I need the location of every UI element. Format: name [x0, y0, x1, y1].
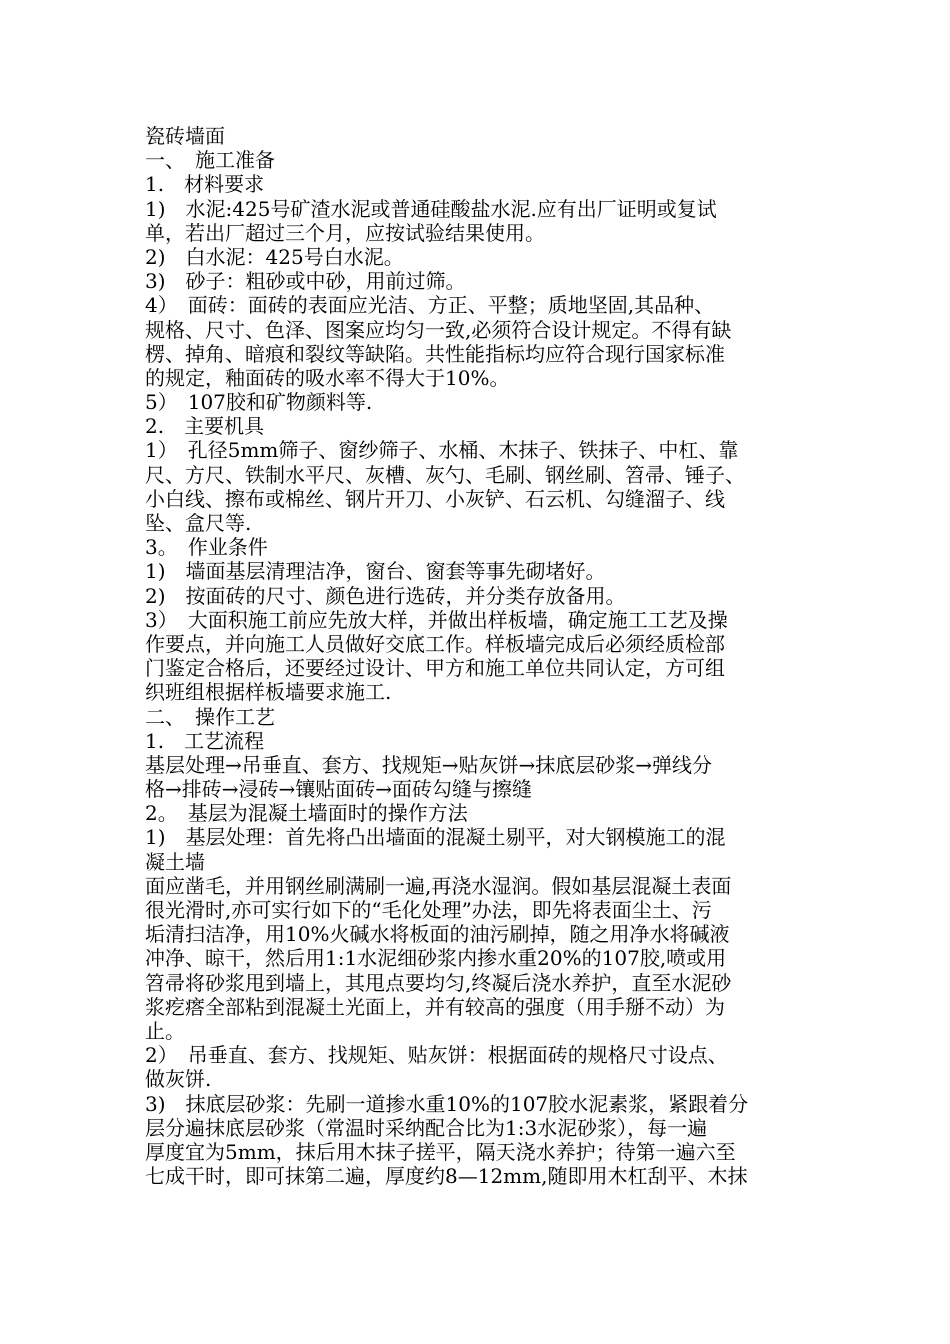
text-line: 1) 墙面基层清理洁净，窗台、窗套等事先砌堵好。 — [145, 559, 606, 584]
text-line: 浆疙瘩全部粘到混凝土光面上，并有较高的强度（用手掰不动）为 — [145, 994, 725, 1019]
text-line: 面应凿毛，并用钢丝刷满刷一遍,再浇水湿润。假如基层混凝土表面 — [145, 873, 732, 898]
text-line: 3） 大面积施工前应先放大样，并做出样板墙，确定施工工艺及操 — [145, 607, 728, 632]
text-line: 4） 面砖：面砖的表面应光洁、方正、平整；质地坚固,其品种、 — [145, 293, 715, 318]
text-line: 二、 操作工艺 — [145, 704, 275, 729]
text-line: 凝土墙 — [145, 849, 205, 874]
text-line: 止。 — [145, 1018, 185, 1043]
text-line: 1） 孔径5mm筛子、窗纱筛子、水桶、木抹子、铁抹子、中杠、靠 — [145, 438, 739, 463]
text-line: 做灰饼. — [145, 1067, 212, 1092]
text-line: 3) 砂子：粗砂或中砂，用前过筛。 — [145, 269, 466, 294]
text-line: 一、 施工准备 — [145, 148, 275, 173]
text-line: 2) 按面砖的尺寸、颜色进行选砖，并分类存放备用。 — [145, 583, 626, 608]
text-line: 作要点，并向施工人员做好交底工作。样板墙完成后必须经质检部 — [145, 631, 725, 656]
text-line: 1. 工艺流程 — [145, 728, 265, 753]
text-line: 厚度宜为5mm，抹后用木抹子搓平，隔天浇水养护；待第一遍六至 — [145, 1139, 736, 1164]
text-line: 1) 水泥:425号矿渣水泥或普通硅酸盐水泥.应有出厂证明或复试 — [145, 196, 717, 221]
text-line: 单，若出厂超过三个月，应按试验结果使用。 — [145, 220, 545, 245]
text-line: 坠、盒尺等. — [145, 511, 252, 535]
text-line: 2) 白水泥：425号白水泥。 — [145, 244, 404, 269]
text-line: 层分遍抹底层砂浆（常温时采纳配合比为1:3水泥砂浆），每一遍 — [145, 1115, 708, 1140]
text-line: 2. 主要机具 — [145, 414, 265, 439]
text-line: 很光滑时,亦可实行如下的“毛化处理”办法，即先将表面尘土、污 — [145, 898, 712, 922]
text-line: 织班组根据样板墙要求施工. — [145, 680, 392, 705]
text-line: 规格、尺寸、色泽、图案应均匀一致,必须符合设计规定。不得有缺 — [145, 317, 732, 342]
text-line: 格→排砖→浸砖→镶贴面砖→面砖勾缝与擦缝 — [145, 777, 533, 802]
text-line: 1) 基层处理：首先将凸出墙面的混凝土剔平，对大钢模施工的混 — [145, 825, 726, 850]
text-line: 小白线、擦布或棉丝、钢片开刀、小灰铲、石云机、勾缝溜子、线 — [145, 486, 725, 511]
text-line: 楞、掉角、暗痕和裂纹等缺陷。共性能指标均应符合现行国家标准 — [145, 341, 725, 366]
text-line: 1. 材料要求 — [145, 172, 265, 197]
text-line: 笤帚将砂浆甩到墙上，其甩点要均匀,终凝后浇水养护，直至水泥砂 — [145, 970, 732, 995]
text-line: 门鉴定合格后，还要经过设计、甲方和施工单位共同认定，方可组 — [145, 656, 725, 681]
text-line: 七成干时，即可抹第二遍，厚度约8—12mm,随即用木杠刮平、木抹 — [145, 1164, 748, 1189]
text-line: 5） 107胶和矿物颜料等. — [145, 390, 373, 415]
document-body — [145, 124, 825, 1188]
text-line: 2） 吊垂直、套方、找规矩、贴灰饼：根据面砖的规格尺寸设点、 — [145, 1043, 728, 1068]
text-line: 3。 作业条件 — [145, 535, 268, 560]
text-line: 尺、方尺、铁制水平尺、灰槽、灰勺、毛刷、钢丝刷、笤帚、锤子、 — [145, 462, 745, 487]
text-line: 3) 抹底层砂浆：先刷一道掺水重10%的107胶水泥素浆，紧跟着分 — [145, 1091, 749, 1116]
text-line: 2。 基层为混凝土墙面时的操作方法 — [145, 801, 468, 826]
text-line: 的规定，釉面砖的吸水率不得大于10%。 — [145, 365, 510, 390]
text-line: 基层处理→吊垂直、套方、找规矩→贴灰饼→抹底层砂浆→弹线分 — [145, 752, 713, 777]
document-title: 瓷砖墙面 — [145, 124, 225, 148]
text-line: 垢清扫洁净，用10%火碱水将板面的油污刷掉，随之用净水将碱液 — [145, 922, 730, 947]
text-line: 冲净、晾干，然后用1:1水泥细砂浆内掺水重20%的107胶,喷或用 — [145, 946, 727, 971]
